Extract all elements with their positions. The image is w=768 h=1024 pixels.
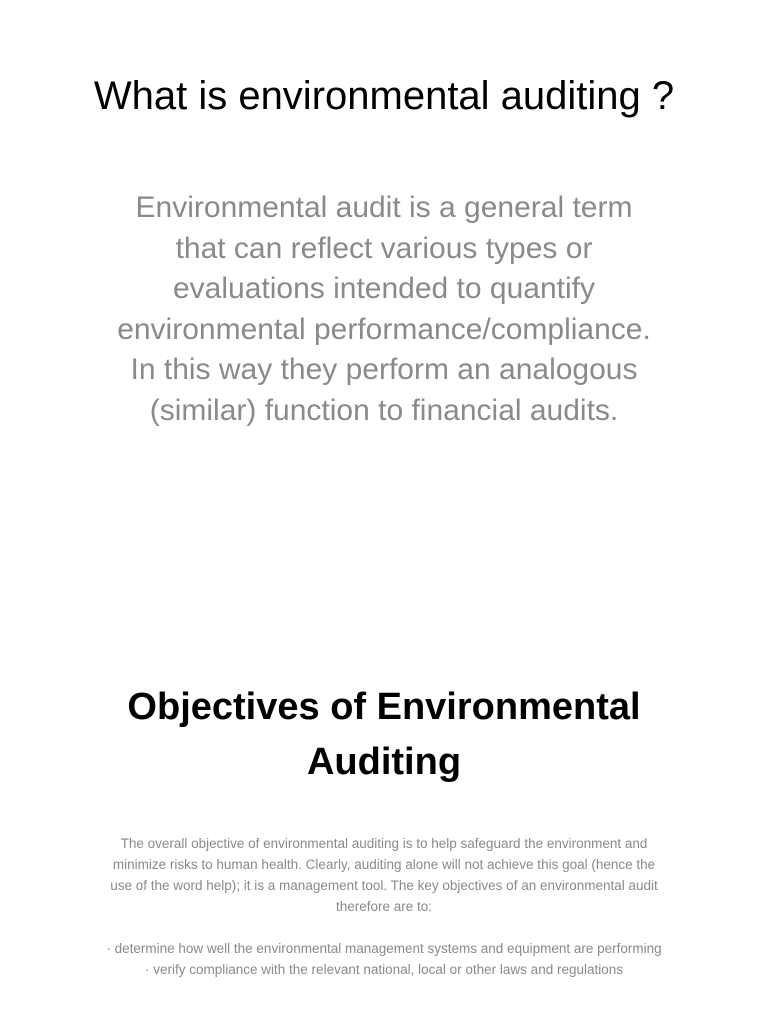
slide-body-text <box>104 833 664 980</box>
title-line-2: Auditing <box>306 741 462 783</box>
title-line-1: Objectives of Environmental <box>127 686 641 728</box>
slide-body-text: Environmental audit is a general term that can reflect various types or evaluations intended to quantify environmental performance/compliance. In this way they perform an analogous (similar) function to financial audits. <box>117 191 651 427</box>
slide-objectives <box>0 640 768 1024</box>
slide-title <box>84 680 684 790</box>
objective-bullet: · verify compliance with the relevant national, local or other laws and regulations <box>145 962 623 977</box>
objective-bullet: · determine how well the environmental management systems and equipment are performing <box>106 941 662 956</box>
slide-title: What is environmental auditing ? <box>93 74 675 118</box>
paragraph-gap <box>104 917 664 938</box>
intro-paragraph: The overall objective of environmental auditing is to help safeguard the environment and minimize risks to human health. Clearly, auditing alone will not achieve this goal (hence the use of the word help); it is a management tool. The key objectives of an environmental audit therefore are to: <box>110 836 658 914</box>
